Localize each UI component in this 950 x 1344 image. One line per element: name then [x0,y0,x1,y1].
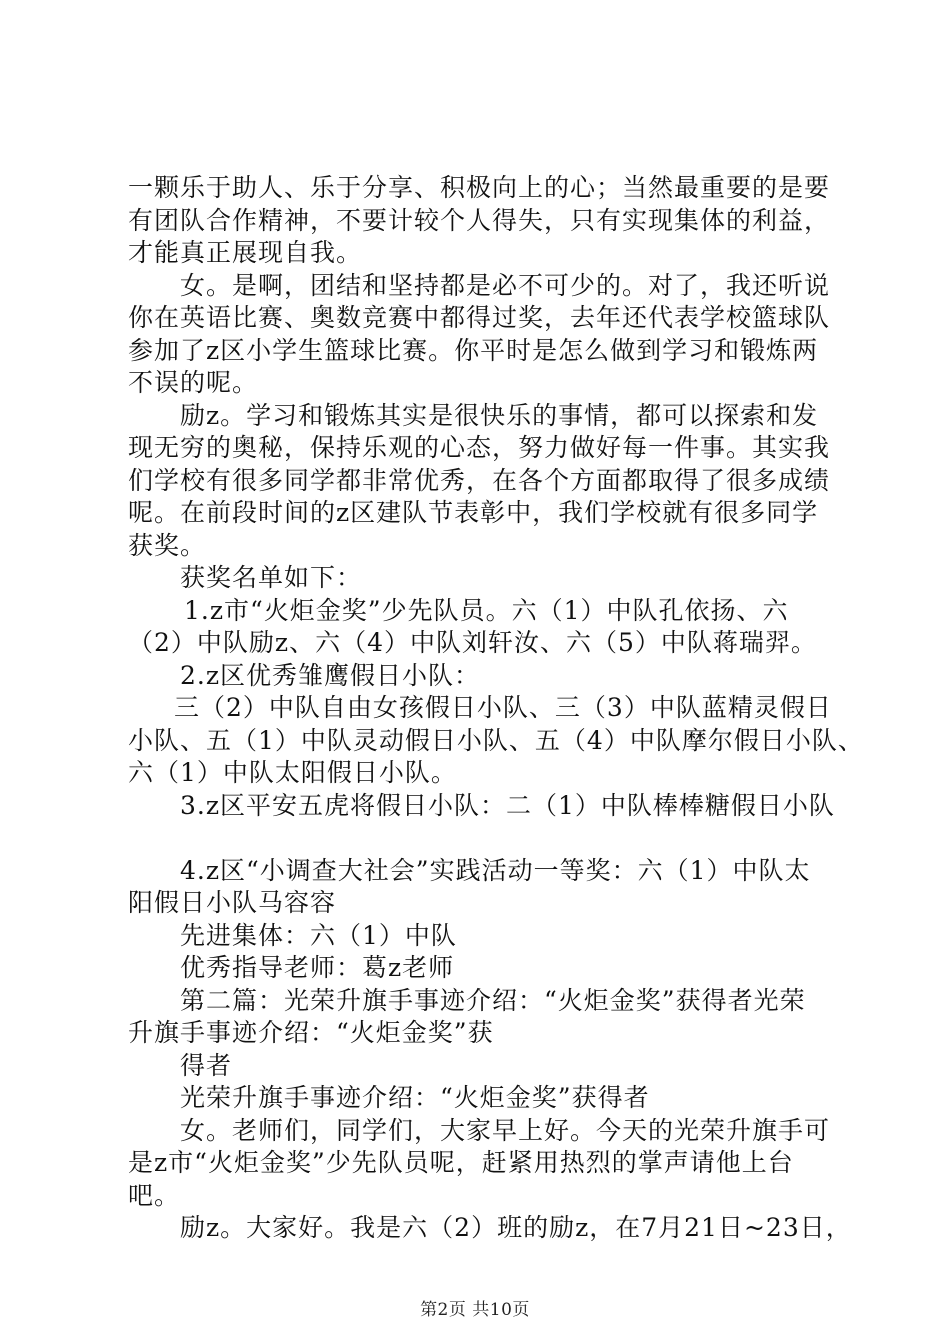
text-line: 参加了z区小学生篮球比赛。你平时是怎么做到学习和锻炼两 [128,335,819,365]
text-line: 小队、五（1）中队灵动假日小队、五（4）中队摩尔假日小队、 [128,725,864,755]
text-line: 光荣升旗手事迹介绍：“火炬金奖”获得者 [180,1083,650,1112]
text-line: 优秀指导老师：葛z老师 [180,953,455,982]
text-line: 励z。学习和锻炼其实是很快乐的事情，都可以探索和发 [180,400,819,430]
text-line: 女。老师们，同学们，大家早上好。今天的光荣升旗手可 [180,1115,831,1145]
text-line: 呢。在前段时间的z区建队节表彰中，我们学校就有很多同学 [128,498,819,527]
text-line: 不误的呢。 [128,368,259,397]
text-line: 你在英语比赛、奥数竞赛中都得过奖，去年还代表学校篮球队 [128,303,831,332]
text-line: 吧。 [128,1180,181,1210]
text-line: 阳假日小队马容容 [128,888,337,917]
page-footer: 第2页 共10页 [420,1300,530,1320]
text-line: 升旗手事迹介绍：“火炬金奖”获 [128,1018,494,1047]
text-line: 4.z区“小调查大社会”实践活动一等奖：六（1）中队太 [180,855,811,885]
blank-line [128,822,838,855]
text-line: 3.z区平安五虎将假日小队：二（1）中队棒棒糖假日小队 [180,790,835,820]
text-line: 2.z区优秀雏鹰假日小队： [180,660,481,690]
text-line: 一颗乐于助人、乐于分享、积极向上的心；当然最重要的是要 [128,173,831,202]
text-line: 三（2）中队自由女孩假日小队、三（3）中队蓝精灵假日 [174,693,832,722]
text-line: 们学校有很多同学都非常优秀，在各个方面都取得了很多成绩 [128,465,831,495]
text-line: 有团队合作精神，不要计较个人得失，只有实现集体的利益， [128,205,831,235]
text-line: 六（1）中队太阳假日小队。 [128,758,457,787]
text-line: 是z市“火炬金奖”少先队员呢，赶紧用热烈的掌声请他上台 [128,1148,794,1177]
text-line: 励z。大家好。我是六（2）班的励z，在7月21日~23日， [180,1213,852,1242]
text-line: （2）中队励z、六（4）中队刘轩汝、六（5）中队蒋瑞羿。 [128,628,817,657]
document-body [128,172,864,1245]
text-line: 第二篇：光荣升旗手事迹介绍：“火炬金奖”获得者光荣 [180,985,806,1015]
text-line: 获奖名单如下： [180,563,363,592]
text-line: 才能真正展现自我。 [128,238,363,267]
text-line: 现无穷的奥秘，保持乐观的心态，努力做好每一件事。其实我 [128,433,831,462]
text-line: 获奖。 [128,530,207,560]
text-line: 1.z市“火炬金奖”少先队员。六（1）中队孔依扬、六 [184,595,789,625]
text-line: 女。是啊，团结和坚持都是必不可少的。对了，我还听说 [180,270,831,300]
text-line: 先进集体：六（1）中队 [180,920,457,950]
text-line: 得者 [180,1050,233,1080]
